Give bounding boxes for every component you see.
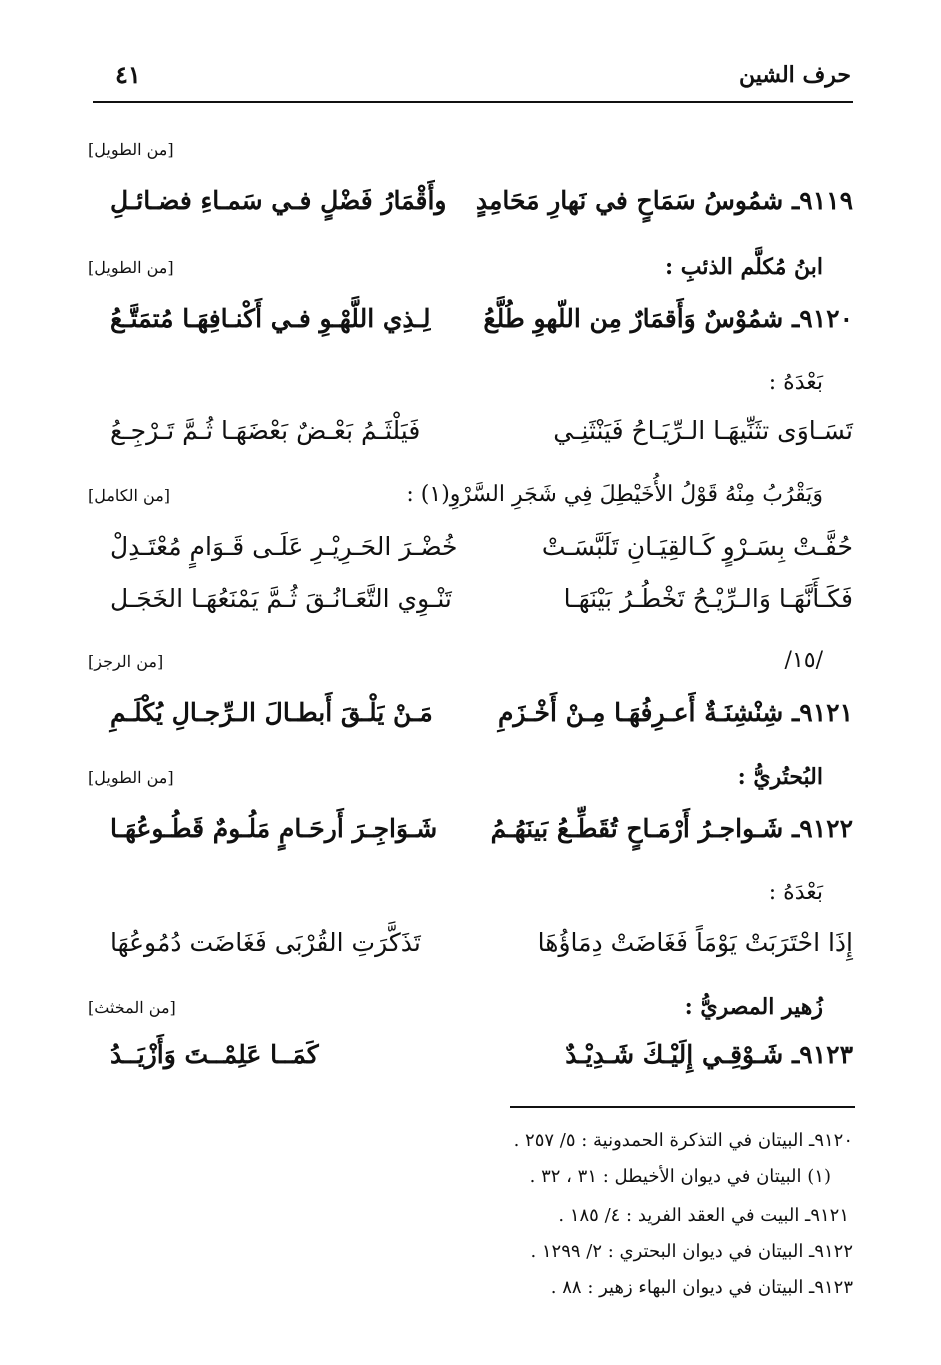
verse-first-hemistich: فَكَـأَنَّهَـا وَالـرِّيْـحُ تَخْطُـرُ بَيْنَهَـا <box>563 584 853 613</box>
verse-second-hemistich: شَـوَاجِـرَ أَرحَـامٍ مَلُـومٌ قَطُـوعُهَـا <box>110 814 438 843</box>
manuscript-folio-marker: /١٥/ <box>784 648 823 673</box>
verse-second-hemistich: مَـنْ يَلْـقَ أَبطـالَ الـرِّجـالِ يُكْلَـمِ <box>110 698 433 727</box>
footnote: ٩١٢٢ـ البيتان في ديوان البحتري : ٢/ ١٢٩٩ . <box>530 1241 853 1262</box>
verse-second-hemistich: لِـذِي اللَّهْـوِ فـي أَكْنـافِهَـا مُتمَتَّـعُ <box>110 304 431 333</box>
verse-continuation <box>110 584 853 628</box>
running-header-title: حرف الشين <box>738 62 851 88</box>
footnote: ٩١٢٣ـ البيتان في ديوان البهاء زهير : ٨٨ . <box>550 1277 853 1298</box>
verse-first-hemistich: حُفَّـتْ بِسَـرْوٍ كَـالقِيَـانِ تَلَبَّسَـتْ <box>541 532 853 561</box>
verse-first-hemistich: ٩١٢٠ـ شمُوْسٌ وَأَقمَارٌ مِن اللّهوِ طُلَّعُ <box>483 304 853 333</box>
verse-first-hemistich: ٩١٢٣ـ شَـوْقِـي إِلَيْـكَ شَـدِيْـدٌ <box>565 1040 853 1069</box>
verse-9122 <box>110 814 853 858</box>
header-rule <box>93 101 853 103</box>
transition-note: بَعْدَهُ : <box>768 880 823 905</box>
verse-continuation <box>110 532 853 576</box>
footnote: ٩١٢١ـ البيت في العقد الفريد : ٤/ ١٨٥ . <box>558 1205 849 1226</box>
verse-first-hemistich: ٩١٢٢ـ شَـواجـرُ أَرْمَـاحٍ تُقَطِّـعُ بَينَهُـمُ <box>490 814 853 843</box>
verse-first-hemistich: إِذَا احْتَرَبَتْ يَوْمَاً فَغَاضَتْ دِمَاؤُهَا <box>537 928 853 957</box>
verse-9123 <box>110 1040 853 1084</box>
footnote: (١) البيتان في ديوان الأخيطل : ٣١ ، ٣٢ . <box>529 1166 831 1187</box>
verse-second-hemistich: تَذَكَّرَتِ القُرْبَى فَغَاضَت دُمُوعُهَا <box>110 928 421 957</box>
verse-continuation <box>110 416 853 460</box>
meter-label: [من الكامل] <box>88 486 171 505</box>
verse-9120 <box>110 304 853 348</box>
meter-label: [من الطويل] <box>88 140 174 159</box>
meter-label: [من المخثث] <box>88 998 176 1017</box>
verse-first-hemistich: تَسَـاوَى تثَنِّيهَـا الـرِّيَـاحُ فَيَنْثَنِـي <box>553 416 853 445</box>
poet-attribution: زُهير المصريُّ : <box>684 994 823 1020</box>
verse-second-hemistich: فَيَلْثَـمُ بَعْـضٌ بَعْضَهَـا ثُـمَّ تَـرْجِـعُ <box>110 416 421 445</box>
meter-label: [من الرجز] <box>88 652 164 671</box>
poet-attribution: ابنُ مُكلَّم الذئبِ : <box>664 254 823 280</box>
transition-note: بَعْدَهُ : <box>768 370 823 395</box>
page-number: ٤١ <box>115 60 141 89</box>
verse-second-hemistich: وأَقْمَارُ فَضْلٍ فـي سَمـاءِ فضـائـلِ <box>110 186 447 215</box>
transition-note: وَيَقْرُبُ مِنْهُ قَوْلُ الأُخَيْطِلَ فِي شَجَرِ السَّرْوِ(١) : <box>406 482 823 507</box>
verse-continuation <box>110 928 853 972</box>
verse-second-hemistich: خُضْـرَ الحَـرِيْـرِ عَلَـى قَـوَامٍ مُعْتَـدِلْ <box>110 532 458 561</box>
footnote: ٩١٢٠ـ البيتان في التذكرة الحمدونية : ٥/ ٢٥٧ . <box>513 1130 853 1151</box>
verse-second-hemistich: تَنْـوِي التَّعَـانُـقَ ثُـمَّ يَمْنَعُهَـا الخَجَـل <box>110 584 452 613</box>
footnote-rule <box>510 1106 855 1108</box>
verse-first-hemistich: ٩١١٩ـ شمُوسُ سَمَاحٍ في نَهارِ مَحَامِدٍ <box>475 186 853 215</box>
poet-attribution: البُحتُريُّ : <box>737 764 823 790</box>
verse-first-hemistich: ٩١٢١ـ شِنْشِنَـةٌ أَعـرِفُهَـا مِـنْ أَخْـزَمِ <box>497 698 853 727</box>
meter-label: [من الطويل] <box>88 768 174 787</box>
verse-second-hemistich: كَمَــا عَلِمْــتَ وَأَزْيَــدُ <box>110 1040 319 1069</box>
verse-9121 <box>110 698 853 742</box>
meter-label: [من الطويل] <box>88 258 174 277</box>
verse-9119 <box>110 186 853 230</box>
